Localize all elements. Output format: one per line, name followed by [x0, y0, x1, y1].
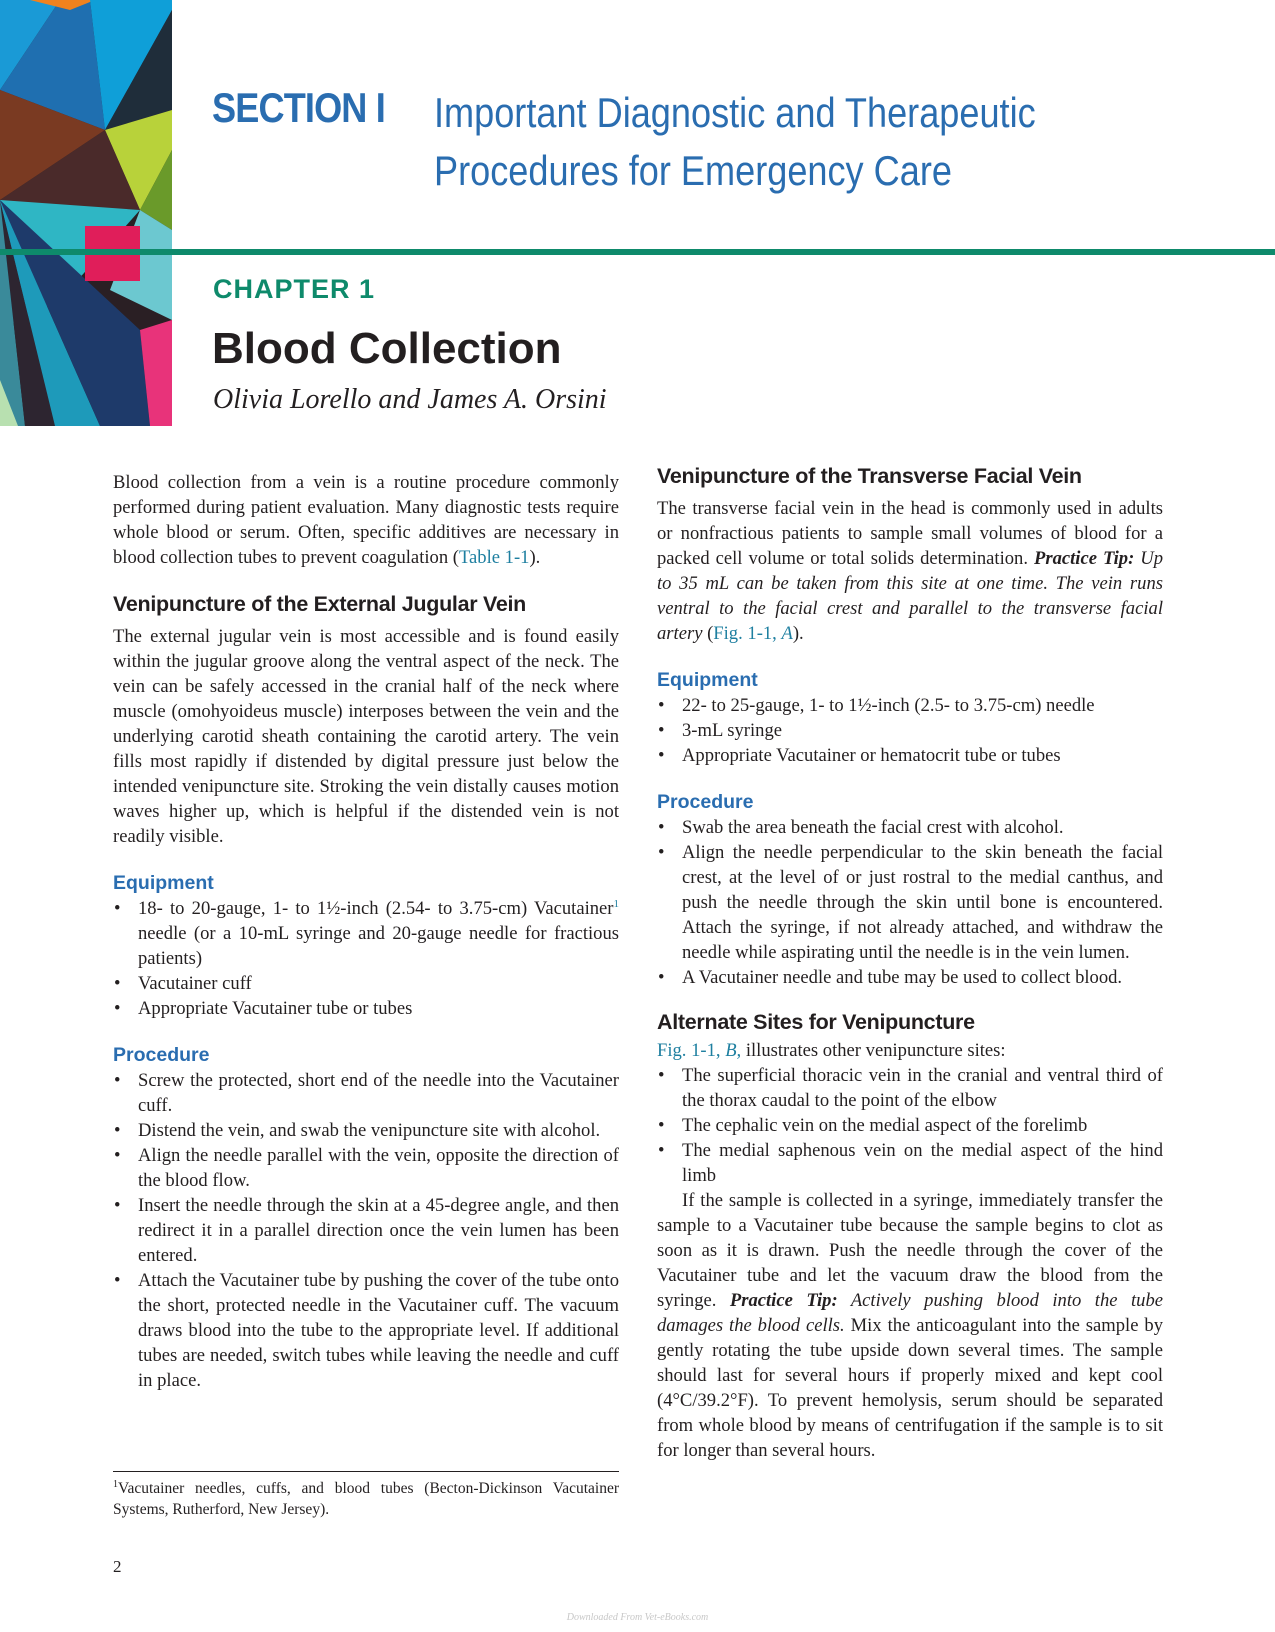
- practice-tip-text: Actively pushing blood into the tube damages the blood cells.: [657, 1290, 1163, 1336]
- list-item-text: needle (or a 10-mL syringe and 20-gauge needle for fractious patients): [138, 923, 619, 969]
- footnote-rule: [113, 1471, 619, 1472]
- list-item: • Appropriate Vacutainer or hematocrit tube or tubes: [657, 743, 1163, 768]
- fig-open: (: [702, 623, 714, 644]
- list-item: • 22- to 25-gauge, 1- to 1½-inch (2.5- to 3.75-cm) needle: [657, 693, 1163, 718]
- list-item: • Appropriate Vacutainer tube or tubes: [113, 996, 619, 1021]
- facial-paragraph: [657, 496, 1163, 646]
- decorative-geometric-artwork: [0, 0, 172, 426]
- list-item-text: 18- to 20-gauge, 1- to 1½-inch (2.54- to 3.75-cm) Vacutainer: [138, 898, 614, 919]
- facial-text: The transverse facial vein in the head is commonly used in adults or nonfractious patients to sample small volumes of blood for a packed cell volume or total solids determination.: [657, 498, 1163, 569]
- jugular-equipment-list: [113, 896, 619, 1021]
- fig-link-text: Fig. 1-1,: [657, 1040, 726, 1061]
- fig-link-letter: B,: [725, 1040, 742, 1061]
- fig-1-1-b-link[interactable]: [657, 1040, 741, 1061]
- procedure-heading: Procedure: [657, 791, 754, 813]
- syringe-rest: Mix the anticoagulant into the sample by gently rotating the tube upside down several times. The sample should last for several hours if properly mixed and kept cool (4°C/39.2°F). To prevent hemolysis, serum should be separated from whole blood by means of centrifugation if the sample is to sit for longer than several hours.: [657, 1315, 1164, 1461]
- footnote: [113, 1478, 619, 1520]
- section-divider-rule: [0, 249, 1275, 255]
- list-item: • Swab the area beneath the facial crest with alcohol.: [657, 815, 1163, 840]
- section-title: [434, 84, 1036, 200]
- syringe-text: If the sample is collected in a syringe, immediately transfer the sample to a Vacutainer tube because the sample begins to clot as soon as it is drawn. Push the needle through the cover of the Vacutainer tube and let the vacuum draw the blood from the syringe.: [657, 1190, 1163, 1311]
- alternate-sites-heading: Alternate Sites for Venipuncture: [657, 1010, 975, 1034]
- list-item: • The superficial thoracic vein in the cranial and ventral third of the thorax caudal to the point of the elbow: [657, 1063, 1163, 1113]
- list-item: • Vacutainer cuff: [113, 971, 619, 996]
- chapter-label: CHAPTER 1: [213, 274, 376, 304]
- right-column: [657, 462, 1163, 1463]
- list-item: • Insert the needle through the skin at a 45-degree angle, and then redirect it in a parallel direction once the vein lumen has been entered.: [113, 1193, 619, 1268]
- footnote-marker: 1: [113, 1478, 118, 1490]
- list-item: • Screw the protected, short end of the needle into the Vacutainer cuff.: [113, 1068, 619, 1118]
- list-item: • The cephalic vein on the medial aspect of the forelimb: [657, 1113, 1163, 1138]
- download-watermark: Downloaded From Vet-eBooks.com: [566, 1612, 709, 1623]
- intro-end: ).: [529, 547, 541, 568]
- procedure-heading: Procedure: [113, 1044, 210, 1066]
- jugular-paragraph: The external jugular vein is most accessible and is found easily within the jugular groove along the ventral aspect of the neck. The vein can be safely accessed in the cranial half of the neck where muscle (omohyoideus muscle) interposes between the vein and the underlying carotid sheath containing the carotid artery. The vein fills most rapidly if distended by digital pressure just below the intended venipuncture site. Stroking the vein distally causes motion waves higher up, which is helpful if the distended vein is not readily visible.: [113, 626, 619, 847]
- equipment-heading: Equipment: [657, 669, 758, 691]
- list-item: • Align the needle perpendicular to the skin beneath the facial crest, at the level of or just rostral to the medial canthus, and push the needle through the skin until bone is encountered. Attach the syringe, if not already attached, and withdraw the needle while aspirating until the needle is in the vein lumen.: [657, 840, 1163, 965]
- list-item: • Align the needle parallel with the vein, opposite the direction of the blood flow.: [113, 1143, 619, 1193]
- jugular-heading: Venipuncture of the External Jugular Vein: [113, 592, 527, 616]
- practice-tip-label: Practice Tip:: [729, 1290, 838, 1311]
- alternate-sites-list: [657, 1063, 1163, 1188]
- section-title-line: Important Diagnostic and Therapeutic: [434, 89, 1036, 136]
- alternate-intro: [657, 1038, 1163, 1063]
- list-item: • The medial saphenous vein on the medial aspect of the hind limb: [657, 1138, 1163, 1188]
- intro-text: Blood collection from a vein is a routine procedure commonly performed during patient evaluation. Many diagnostic tests require whole blood or serum. Often, specific additives are necessary in blood collection tubes to prevent coagulation (: [113, 472, 619, 568]
- equipment-heading: Equipment: [113, 872, 214, 894]
- section-title-line: Procedures for Emergency Care: [434, 147, 952, 194]
- alternate-intro-text: illustrates other venipuncture sites:: [741, 1040, 1006, 1061]
- practice-tip-label: Practice Tip:: [1034, 548, 1135, 569]
- page-number: 2: [113, 1557, 122, 1576]
- facial-procedure-list: [657, 815, 1163, 990]
- syringe-paragraph: [657, 1188, 1163, 1463]
- chapter-authors: Olivia Lorello and James A. Orsini: [213, 384, 607, 415]
- fig-1-1-a-link[interactable]: [713, 623, 793, 644]
- intro-paragraph: [113, 470, 619, 570]
- practice-tip-text: Up to 35 mL can be taken from this site at one time. The vein runs ventral to the facial crest and parallel to the transverse facial artery: [657, 548, 1164, 644]
- left-column: [113, 470, 619, 1393]
- chapter-title: Blood Collection: [212, 324, 562, 373]
- section-label: SECTION I: [212, 84, 385, 131]
- footnote-ref-link[interactable]: 1: [613, 897, 619, 910]
- table-1-1-link[interactable]: Table 1-1: [458, 547, 530, 568]
- jugular-procedure-list: [113, 1068, 619, 1393]
- fig-close: ).: [792, 623, 804, 644]
- fig-link-letter: A: [781, 623, 793, 644]
- footnote-text: Vacutainer needles, cuffs, and blood tubes (Becton-Dickinson Vacutainer Systems, Rutherford, New Jersey).: [113, 1480, 619, 1518]
- list-item: • Distend the vein, and swab the venipuncture site with alcohol.: [113, 1118, 619, 1143]
- list-item: • A Vacutainer needle and tube may be used to collect blood.: [657, 965, 1163, 990]
- facial-equipment-list: [657, 693, 1163, 768]
- list-item: • 3-mL syringe: [657, 718, 1163, 743]
- facial-heading: Venipuncture of the Transverse Facial Vein: [657, 464, 1082, 488]
- list-item: [113, 896, 619, 971]
- fig-link-text: Fig. 1-1,: [713, 623, 782, 644]
- list-item: • Attach the Vacutainer tube by pushing the cover of the tube onto the short, protected needle in the Vacutainer cuff. The vacuum draws blood into the tube to the appropriate level. If additional tubes are needed, switch tubes while leaving the needle and cuff in place.: [113, 1268, 619, 1393]
